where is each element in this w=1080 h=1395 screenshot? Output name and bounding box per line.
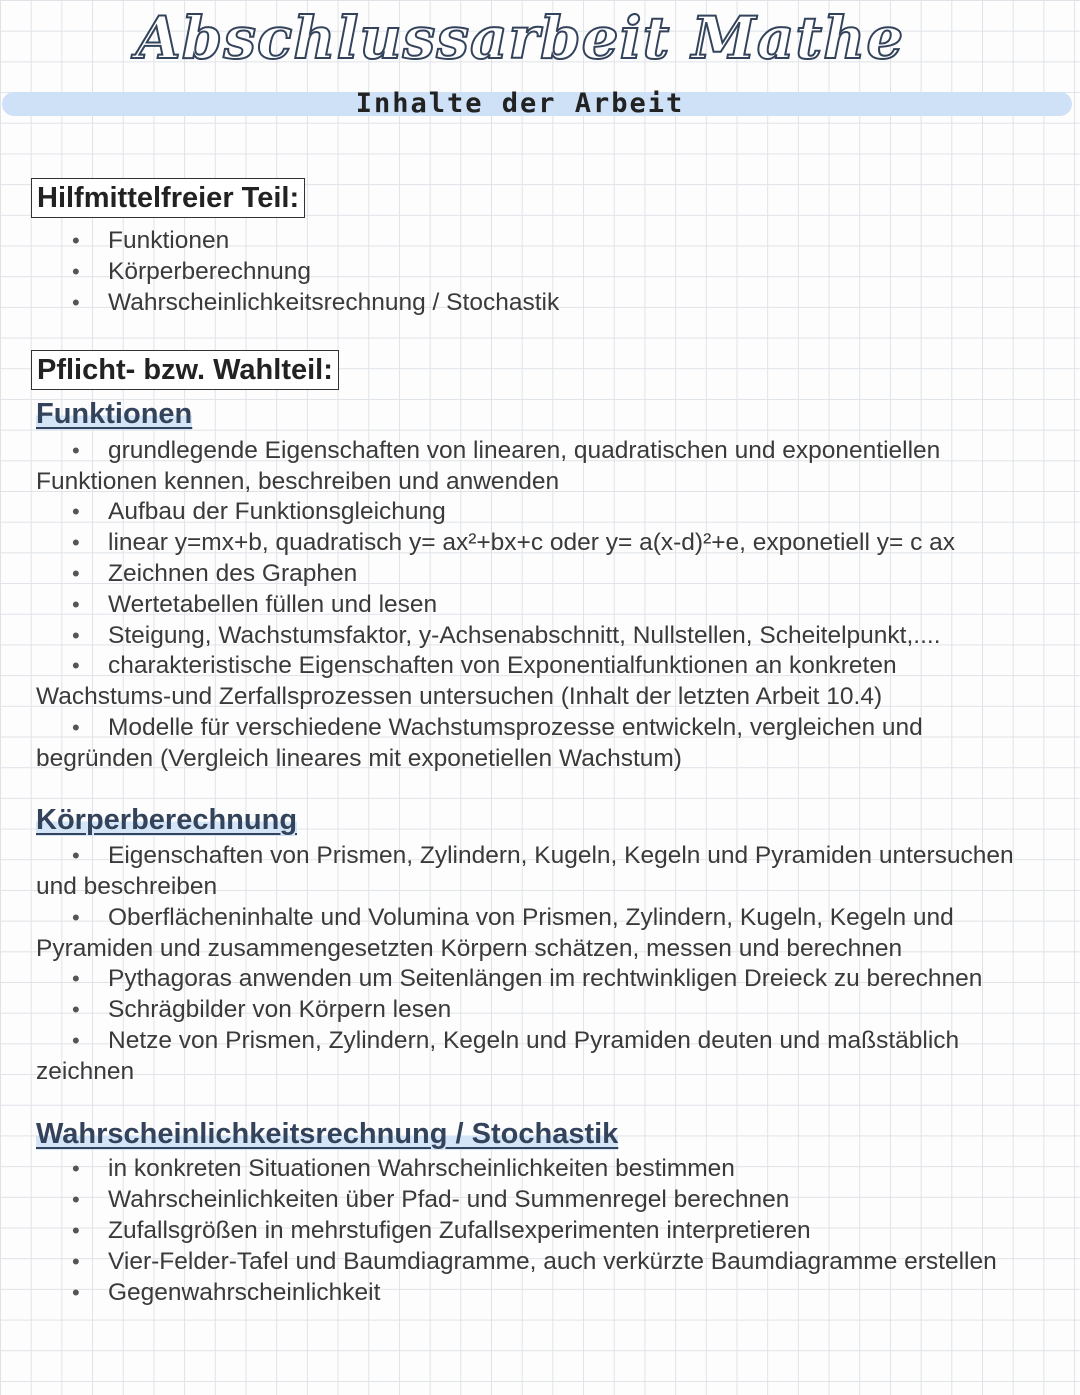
list-item: • Körperberechnung [0,257,1080,288]
list-item [36,903,1076,965]
list-item: • Zeichnen des Graphen [0,559,1080,590]
list-item: • Wahrscheinlichkeiten über Pfad- und Summenregel berechnen [0,1185,1080,1216]
koerper-paras [36,841,1076,965]
section-heading-funktionen [36,398,192,431]
list-item [36,841,1076,903]
bullet: • [72,843,80,868]
list-item [36,436,1076,498]
list-item [36,651,1076,713]
koerper-netze [36,1026,1076,1088]
item-text-continued: Funktionen kennen, beschreiben und anwenden [36,467,560,495]
list-item [36,1026,1076,1088]
list-item: • Pythagoras anwenden um Seitenlängen im rechtwinkligen Dreieck zu berechnen [0,964,1080,995]
list-item: • Vier-Felder-Tafel und Baumdiagramme, auch verkürzte Baumdiagramme erstellen [0,1247,1080,1278]
list-item: • Funktionen [0,226,1080,257]
item-text: charakteristische Eigenschaften von Exponentialfunktionen an konkreten [108,652,897,679]
bullet: • [72,1028,80,1053]
bullet: • [72,653,80,678]
koerper-list [0,964,1080,1026]
section-heading-koerper [36,804,297,837]
list-item: • Aufbau der Funktionsgleichung [0,497,1080,528]
funktionen-list [0,497,1080,652]
bullet: • [72,714,80,740]
page-subtitle: Inhalte der Arbeit [355,88,685,119]
stochastik-list [0,1154,1080,1309]
section-heading-text: Körperberechnung [36,804,298,836]
hilfsmittelfrei-heading: Hilfmittelfreier Teil: [31,178,305,218]
list-item: • linear y=mx+b, quadratisch y= ax²+bx+c oder y= a(x-d)²+e, exponetiell y= c ax [0,528,1080,559]
item-text: Oberflächeninhalte und Volumina von Prismen, Zylindern, Kugeln, Kegeln und [108,903,954,931]
list-item: • Wertetabellen füllen und lesen [0,590,1080,621]
item-text: Netze von Prismen, Zylindern, Kegeln und Pyramiden deuten und maßstäblich [108,1027,960,1054]
list-item: • Steigung, Wachstumsfaktor, y-Achsenabschnitt, Nullstellen, Scheitelpunkt,.... [0,621,1080,652]
hilfsmittelfrei-list [0,226,1080,319]
list-item: • Schrägbilder von Körpern lesen [0,995,1080,1026]
item-text-continued: begründen (Vergleich lineares mit exponetiellen Wachstum) [36,744,682,772]
section-heading-text: Wahrscheinlichkeitsrechnung / Stochastik [36,1118,619,1150]
bullet: • [72,438,80,463]
page-title: Abschlussarbeit Mathe [135,4,905,72]
item-text-continued: zeichnen [36,1057,135,1085]
bullet: • [72,904,80,930]
pflicht-heading: Pflicht- bzw. Wahlteil: [31,350,339,390]
section-heading-text: Funktionen [36,398,193,430]
item-text: grundlegende Eigenschaften von linearen, quadratischen und exponentiellen [108,437,941,464]
list-item: • Gegenwahrscheinlichkeit [0,1278,1080,1309]
list-item: • Wahrscheinlichkeitsrechnung / Stochastik [0,288,1080,319]
funktionen-intro [36,436,1076,498]
item-text-continued: Wachstums-und Zerfallsprozessen untersuchen (Inhalt der letzten Arbeit 10.4) [36,682,883,710]
item-text-continued: Pyramiden und zusammengesetzten Körpern schätzen, messen und berechnen [36,934,903,962]
section-heading-stochastik [36,1118,618,1151]
funktionen-char [36,651,1076,775]
list-item: • Zufallsgrößen in mehrstufigen Zufallsexperimenten interpretieren [0,1216,1080,1247]
item-text-continued: und beschreiben [36,872,218,900]
item-text: Modelle für verschiedene Wachstumsprozesse entwickeln, vergleichen und [108,713,923,741]
list-item: • in konkreten Situationen Wahrscheinlichkeiten bestimmen [0,1154,1080,1185]
list-item [36,713,1076,775]
item-text: Eigenschaften von Prismen, Zylindern, Kugeln, Kegeln und Pyramiden untersuchen [108,842,1014,869]
